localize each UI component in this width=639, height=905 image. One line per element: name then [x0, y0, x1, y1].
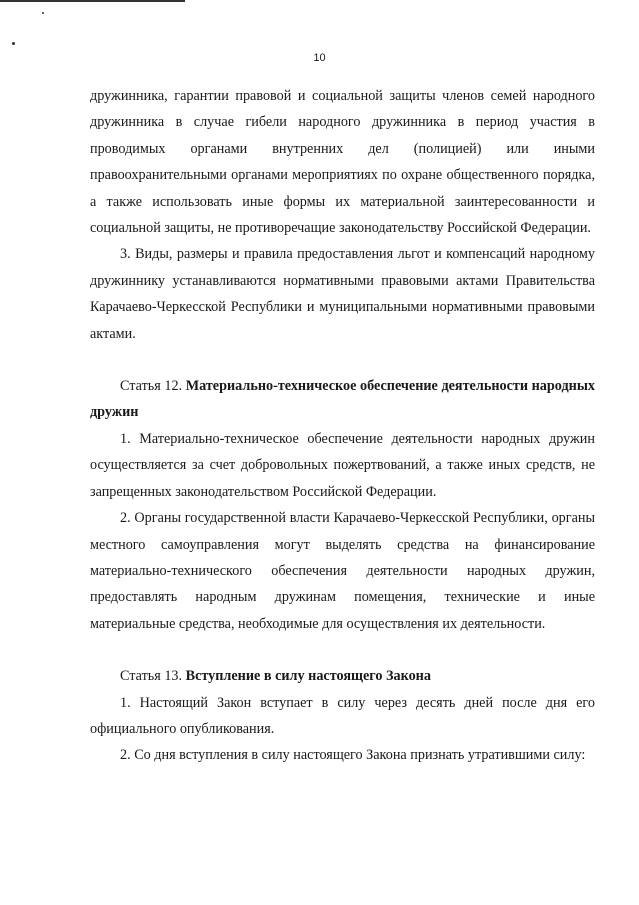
- article-title: Вступление в силу настоящего Закона: [185, 668, 431, 685]
- article-item: 1. Настоящий Закон вступает в силу через десять дней после дня его официального опубликования.: [90, 694, 595, 737]
- article-13-heading: [90, 663, 595, 689]
- article-item: 1. Материально-техническое обеспечение деятельности народных дружин осуществляется за счет добровольных пожертвований, а также иных средств, не запрещенных законодательством Российской Федерации.: [90, 430, 595, 500]
- page-number: 10: [313, 52, 326, 64]
- article-prefix: Статья 12.: [120, 378, 183, 395]
- article-prefix: Статья 13.: [120, 668, 183, 685]
- article-12-heading: [90, 373, 595, 426]
- scan-artifact-top: [0, 0, 185, 2]
- document-body: [90, 83, 595, 769]
- paragraph: 3. Виды, размеры и правила предоставления льгот и компенсаций народному дружиннику устанавливаются нормативными правовыми актами Правительства Карачаево-Черкесской Республики и муниципальными нормативными правовыми актами.: [90, 246, 595, 342]
- scan-artifact-dot: [42, 12, 44, 14]
- article-title: Материально-техническое обеспечение деятельности народных дружин: [90, 378, 595, 421]
- scan-artifact-dot: [12, 42, 15, 45]
- article-item: 2. Со дня вступления в силу настоящего Закона признать утратившими силу:: [120, 747, 586, 764]
- article-item: 2. Органы государственной власти Карачаево-Черкесской Республики, органы местного самоуправления могут выделять средства на финансирование материально-технического обеспечения деятельности народных дружин, предоставлять народным дружинам помещения, технические и иные материальные средства, необходимые для осуществления их деятельности.: [90, 510, 595, 632]
- paragraph: дружинника, гарантии правовой и социальной защиты членов семей народного дружинника в случае гибели народного дружинника в период участия в проводимых органами внутренних дел (полицией) или иными правоохранительными органами мероприятиях по охране общественного порядка, а также использовать иные формы их материальной заинтересованности и социальной защиты, не противоречащие законодательству Российской Федерации.: [90, 88, 595, 237]
